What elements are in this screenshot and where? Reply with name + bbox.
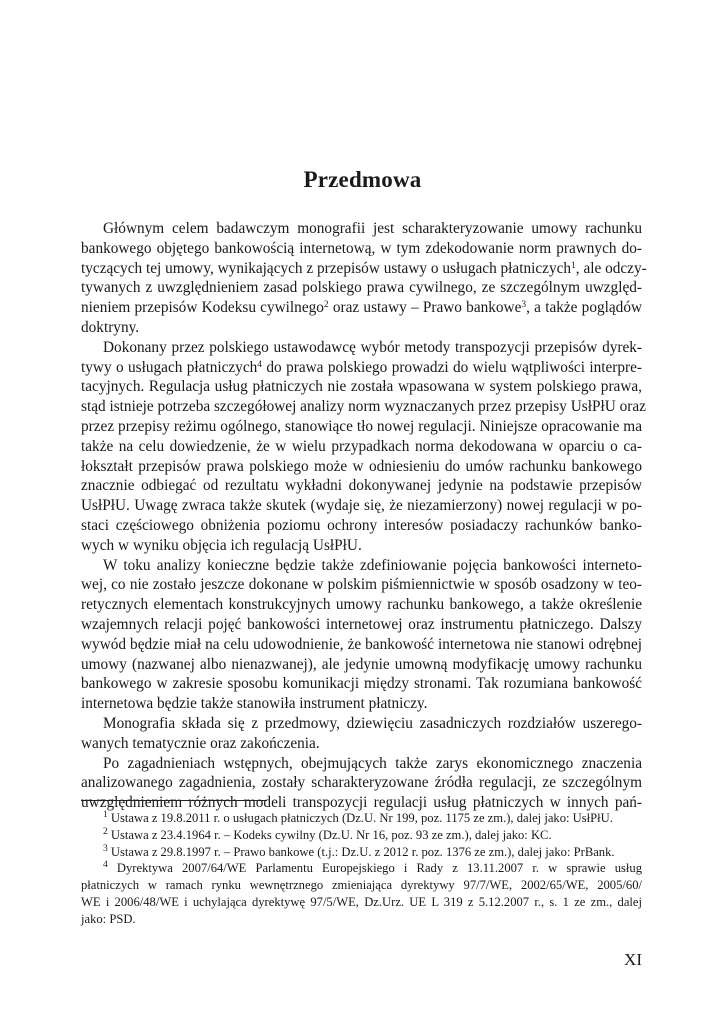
text-line: tywy o usługach płatniczych$^4$ do prawa polskiego prowadzi do wielu wątpliwości interpre- [81,358,642,376]
text-line: Dokonany przez polskiego ustawodawcę wybór metody transpozycji przepisów dyrek- [103,338,642,356]
text-line: Po zagadnieniach wstępnych, obejmujących także zarys ekonomicznego znaczenia [103,754,642,772]
text-line: uwzględnieniem różnych modeli transpozycji regulacji usług płatniczych w innych pań- [81,794,642,812]
footnote-continuation: WE i 2006/48/WE i uchylająca dyrektywę 97/5/WE, Dz.Urz. UE L 319 z 5.12.2007 r., s. 1 ze zm., dalej [81,894,642,909]
text-line: wywód będzie miał na celu udowodnienie, że bankowość internetowa nie stanowi odrębnej [81,635,642,653]
text-line: UsłPłU. Uwagę zwraca także skutek (wydaje się, że niezamierzony) nowej regulacji w po- [81,497,642,515]
text-line: bankowego objętego bankowością internetową, w tym zdekodowanie norm prawnych do- [81,239,642,257]
text-line: tyczących tej umowy, wynikających z przepisów ustawy o usługach płatniczych$^1$, ale odczy- [81,259,647,277]
footnote-continuation: jako: PSD. [81,911,136,926]
text-line: retycznych elementach konstrukcyjnych umowy rachunku bankowego, a także określenie [81,596,642,614]
footnote-ref[interactable]: 4 [257,359,263,370]
main-text [81,219,647,813]
text-line: przez przepisy reżimu ogólnego, stanowiące tło nowej regulacji. Niniejsze opracowanie ma [81,417,642,435]
text-line: internetowa będzie także stanowiła instrument płatniczy. [81,695,428,713]
footnotes [81,810,642,928]
text-line: wych w wyniku objęcia ich regulacją UsłPłU. [81,536,362,554]
text-line: W toku analizy konieczne będzie także zdefiniowanie pojęcia bankowości interneto- [103,556,642,574]
text-line: łokształt przepisów prawa polskiego może w odniesieniu do umów rachunku bankowego [81,457,642,475]
text-line: bankowego w zakresie sposobu komunikacji między stronami. Tak rozumiana bankowość [81,675,642,693]
page-title: Przedmowa [303,167,422,192]
text-line: znacznie odbiegać od rezultatu wykładni dokonywanej jedynie na podstawie przepisów [81,477,642,495]
footnote-ref[interactable]: 1 [571,260,576,271]
text-line: wanych tematycznie oraz zakończenia. [81,734,320,752]
page-number: XI [624,950,642,969]
text-line: tywanych z uwzględnieniem zasad polskiego prawa cywilnego, ze szczególnym uwzględ- [81,279,642,297]
text-line: wej, co nie zostało jeszcze dokonane w polskim piśmiennictwie w sposób osadzony w teo- [81,576,642,594]
footnote: $^2$ Ustawa z 23.4.1964 r. – Kodeks cywilny (Dz.U. Nr 16, poz. 93 ze zm.), dalej jako: KC. [103,826,552,842]
text-line: doktryny. [81,318,140,336]
footnote-ref[interactable]: 3 [521,300,527,311]
footnote-ref[interactable]: 2 [323,300,329,311]
footnote-separator [81,800,267,801]
footnote: $^1$ Ustawa z 19.8.2011 r. o usługach płatniczych (Dz.U. Nr 199, poz. 1175 ze zm.), dalej jako: UsłPłU. [103,810,613,825]
text-line: także na celu dowiedzenie, że w wielu przypadkach norma dekodowana w oparciu o ca- [81,437,642,455]
text-line: Głównym celem badawczym monografii jest scharakteryzowanie umowy rachunku [103,220,642,237]
text-line: analizowanego zagadnienia, zostały scharakteryzowane źródła regulacji, ze szczególnym [81,774,642,792]
text-line: staci częściowego obniżenia poziomu ochrony interesów posiadaczy rachunków banko- [81,516,642,534]
text-line: umowy (nazwanej albo nienazwanej), ale jedynie umowną modyfikację umowy rachunku [81,655,642,673]
text-line: wzajemnych relacji pojęć bankowości internetowej oraz instrumentu płatniczego. Dalszy [81,615,642,633]
text-line: stąd istnieje potrzeba szczegółowej analizy norm wyznaczanych przez przepisy UsłPłU oraz [81,398,646,416]
footnote: $^3$ Ustawa z 29.8.1997 r. – Prawo bankowe (t.j.: Dz.U. z 2012 r. poz. 1376 ze zm.), dalej jako: PrBank. [103,843,615,859]
text-line: tacyjnych. Regulacja usług płatniczych nie została wpasowana w system polskiego prawa, [81,378,642,396]
footnote: $^4$ Dyrektywa 2007/64/WE Parlamentu Europejskiego i Rady z 13.11.2007 r. w sprawie usług [103,860,642,876]
text-line: Monografia składa się z przedmowy, dziewięciu zasadniczych rozdziałów uszerego- [103,714,642,732]
footnote-continuation: płatniczych w ramach rynku wewnętrznego zmieniająca dyrektywy 97/7/WE, 2002/65/WE, 2005/60/ [81,878,642,893]
text-line: nieniem przepisów Kodeksu cywilnego$^2$ oraz ustawy – Prawo bankowe$^3$, a także poglądów [81,299,643,317]
